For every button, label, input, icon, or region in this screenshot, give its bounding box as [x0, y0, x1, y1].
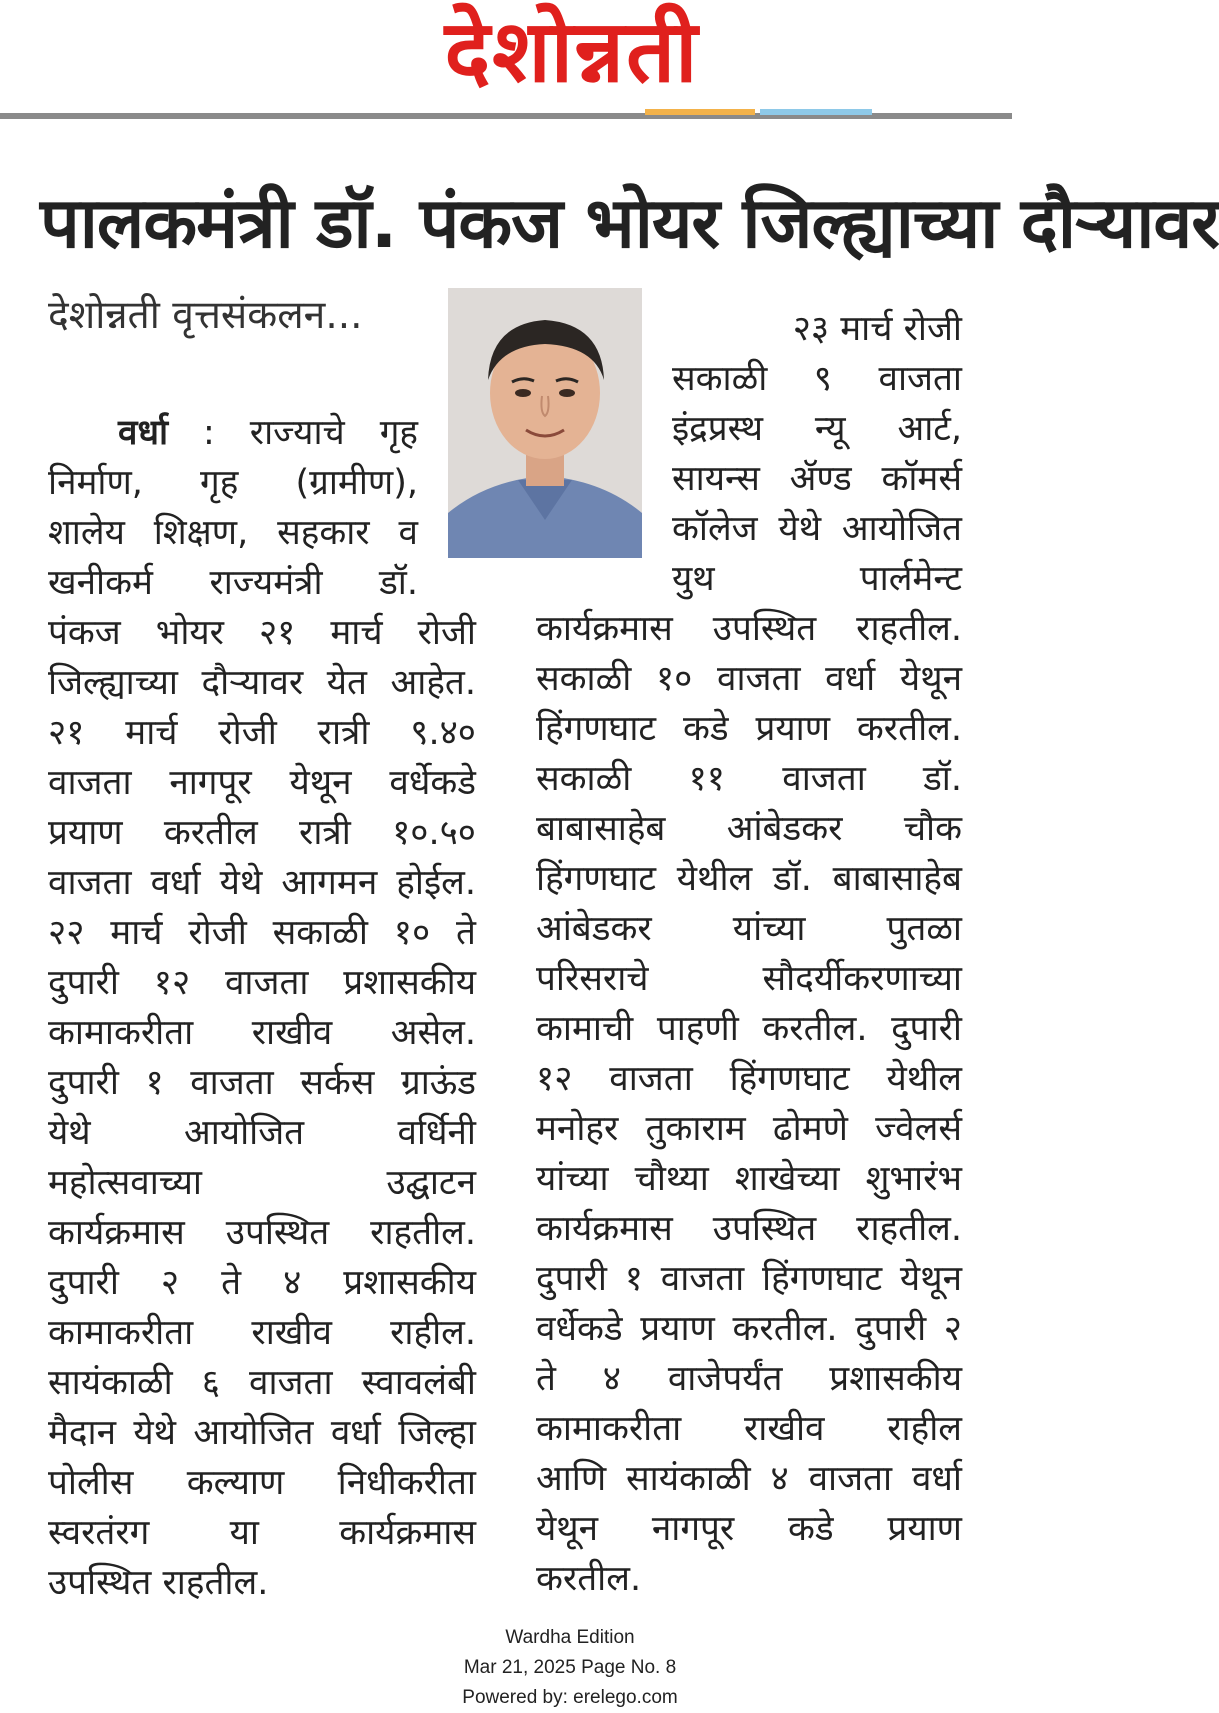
article-line: कार्यक्रमास उपस्थित राहतील. — [536, 609, 962, 649]
article-line: सकाळी १० वाजता वर्धा येथून — [536, 659, 962, 699]
article-line: दुपारी २ ते ४ प्रशासकीय — [48, 1263, 476, 1303]
article-line: १२ वाजता हिंगणघाट येथील — [536, 1059, 962, 1099]
article-line: निर्माण, गृह (ग्रामीण), — [48, 463, 418, 503]
article-line: प्रयाण करतील रात्री १०.५० — [48, 813, 476, 853]
article-byline: देशोन्नती वृत्तसंकलन... — [48, 293, 363, 338]
article-line: स्वरतंरग या कार्यक्रमास — [48, 1513, 476, 1553]
article-line: मनोहर तुकाराम ढोमणे ज्वेलर्स — [536, 1109, 962, 1149]
article-line: आंबेडकर यांच्या पुतळा — [536, 909, 962, 949]
article-line: दुपारी १ वाजता सर्कस ग्राऊंड — [48, 1063, 476, 1103]
powered-by-label: Powered by: erelego.com — [462, 1687, 678, 1708]
article-column-1-top — [48, 408, 418, 608]
article-line: कामाकरीता राखीव राहील — [536, 1409, 962, 1449]
page-footer — [370, 1623, 770, 1713]
article-line: महोत्सवाच्या उद्घाटन — [48, 1163, 476, 1203]
article-line: उपस्थित राहतील. — [48, 1563, 269, 1603]
article-line: आणि सायंकाळी ४ वाजता वर्धा — [536, 1459, 962, 1499]
dateline-place: वर्धा — [118, 413, 169, 453]
article-line: २१ मार्च रोजी रात्री ९.४० — [48, 713, 476, 753]
article-line: मैदान येथे आयोजित वर्धा जिल्हा — [48, 1413, 476, 1453]
article-column-1-bottom — [48, 608, 476, 1608]
article-line: इंद्रप्रस्थ न्यू आर्ट, — [672, 409, 962, 449]
article-line: पंकज भोयर २१ मार्च रोजी — [48, 613, 476, 653]
article-column-2-bottom — [536, 604, 962, 1604]
article-line: शालेय शिक्षण, सहकार व — [48, 513, 418, 553]
date-page-label: Mar 21, 2025 Page No. 8 — [463, 1657, 677, 1678]
article-line: परिसराचे सौदर्यीकरणाच्या — [536, 959, 962, 999]
portrait-illustration — [448, 288, 642, 558]
edition-label: Wardha Edition — [505, 1627, 635, 1648]
dateline-text: : राज्याचे गृह — [203, 413, 418, 453]
article-line: वर्धेकडे प्रयाण करतील. दुपारी २ — [536, 1309, 962, 1349]
article-line: सकाळी ९ वाजता — [672, 359, 962, 399]
article-photo — [448, 288, 642, 558]
article-line: हिंगणघाट कडे प्रयाण करतील. — [536, 709, 962, 749]
article-line: खनीकर्म राज्यमंत्री डॉ. — [48, 563, 418, 603]
article-line: हिंगणघाट येथील डॉ. बाबासाहेब — [536, 859, 962, 899]
article-line: कॉलेज येथे आयोजित — [672, 509, 962, 549]
article-line: सायंकाळी ६ वाजता स्वावलंबी — [48, 1363, 476, 1403]
article-line: येथून नागपूर कडे प्रयाण — [536, 1509, 962, 1549]
article-line — [48, 408, 418, 458]
article-line: वाजता वर्धा येथे आगमन होईल. — [48, 863, 476, 903]
article-line: दुपारी १ वाजता हिंगणघाट येथून — [536, 1259, 962, 1299]
article-line: युथ पार्लमेन्ट — [672, 559, 962, 599]
article-line: कार्यक्रमास उपस्थित राहतील. — [48, 1213, 476, 1253]
article-line: जिल्ह्याच्या दौऱ्यावर येत आहेत. — [48, 663, 476, 703]
article-line: सकाळी ११ वाजता डॉ. — [536, 759, 962, 799]
article-line: बाबासाहेब आंबेडकर चौक — [536, 809, 962, 849]
article-line: २३ मार्च रोजी — [792, 309, 962, 349]
article-line: वाजता नागपूर येथून वर्धेकडे — [48, 763, 476, 803]
article-line: दुपारी १२ वाजता प्रशासकीय — [48, 963, 476, 1003]
article-line: पोलीस कल्याण निधीकरीता — [48, 1463, 476, 1503]
masthead-accent-orange — [645, 109, 755, 115]
article-line: येथे आयोजित वर्धिनी — [48, 1113, 476, 1153]
article-column-2-top — [672, 304, 962, 604]
article-line: ते ४ वाजेपर्यंत प्रशासकीय — [536, 1359, 962, 1399]
article-line: कामाची पाहणी करतील. दुपारी — [536, 1009, 962, 1049]
article-line: कामाकरीता राखीव असेल. — [48, 1013, 476, 1053]
article-line: कार्यक्रमास उपस्थित राहतील. — [536, 1209, 962, 1249]
article-line: करतील. — [536, 1559, 642, 1599]
article-line: २२ मार्च रोजी सकाळी १० ते — [48, 913, 476, 953]
article-headline: पालकमंत्री डॉ. पंकज भोयर जिल्ह्याच्या दौऱ्यावर — [40, 182, 1219, 264]
article-line: यांच्या चौथ्या शाखेच्या शुभारंभ — [536, 1159, 962, 1199]
masthead-logo: देशोन्नती — [444, 2, 700, 102]
article-line: कामाकरीता राखीव राहील. — [48, 1313, 476, 1353]
masthead-accent-blue — [760, 109, 872, 115]
article-line: सायन्स ॲण्ड कॉमर्स — [672, 459, 962, 499]
